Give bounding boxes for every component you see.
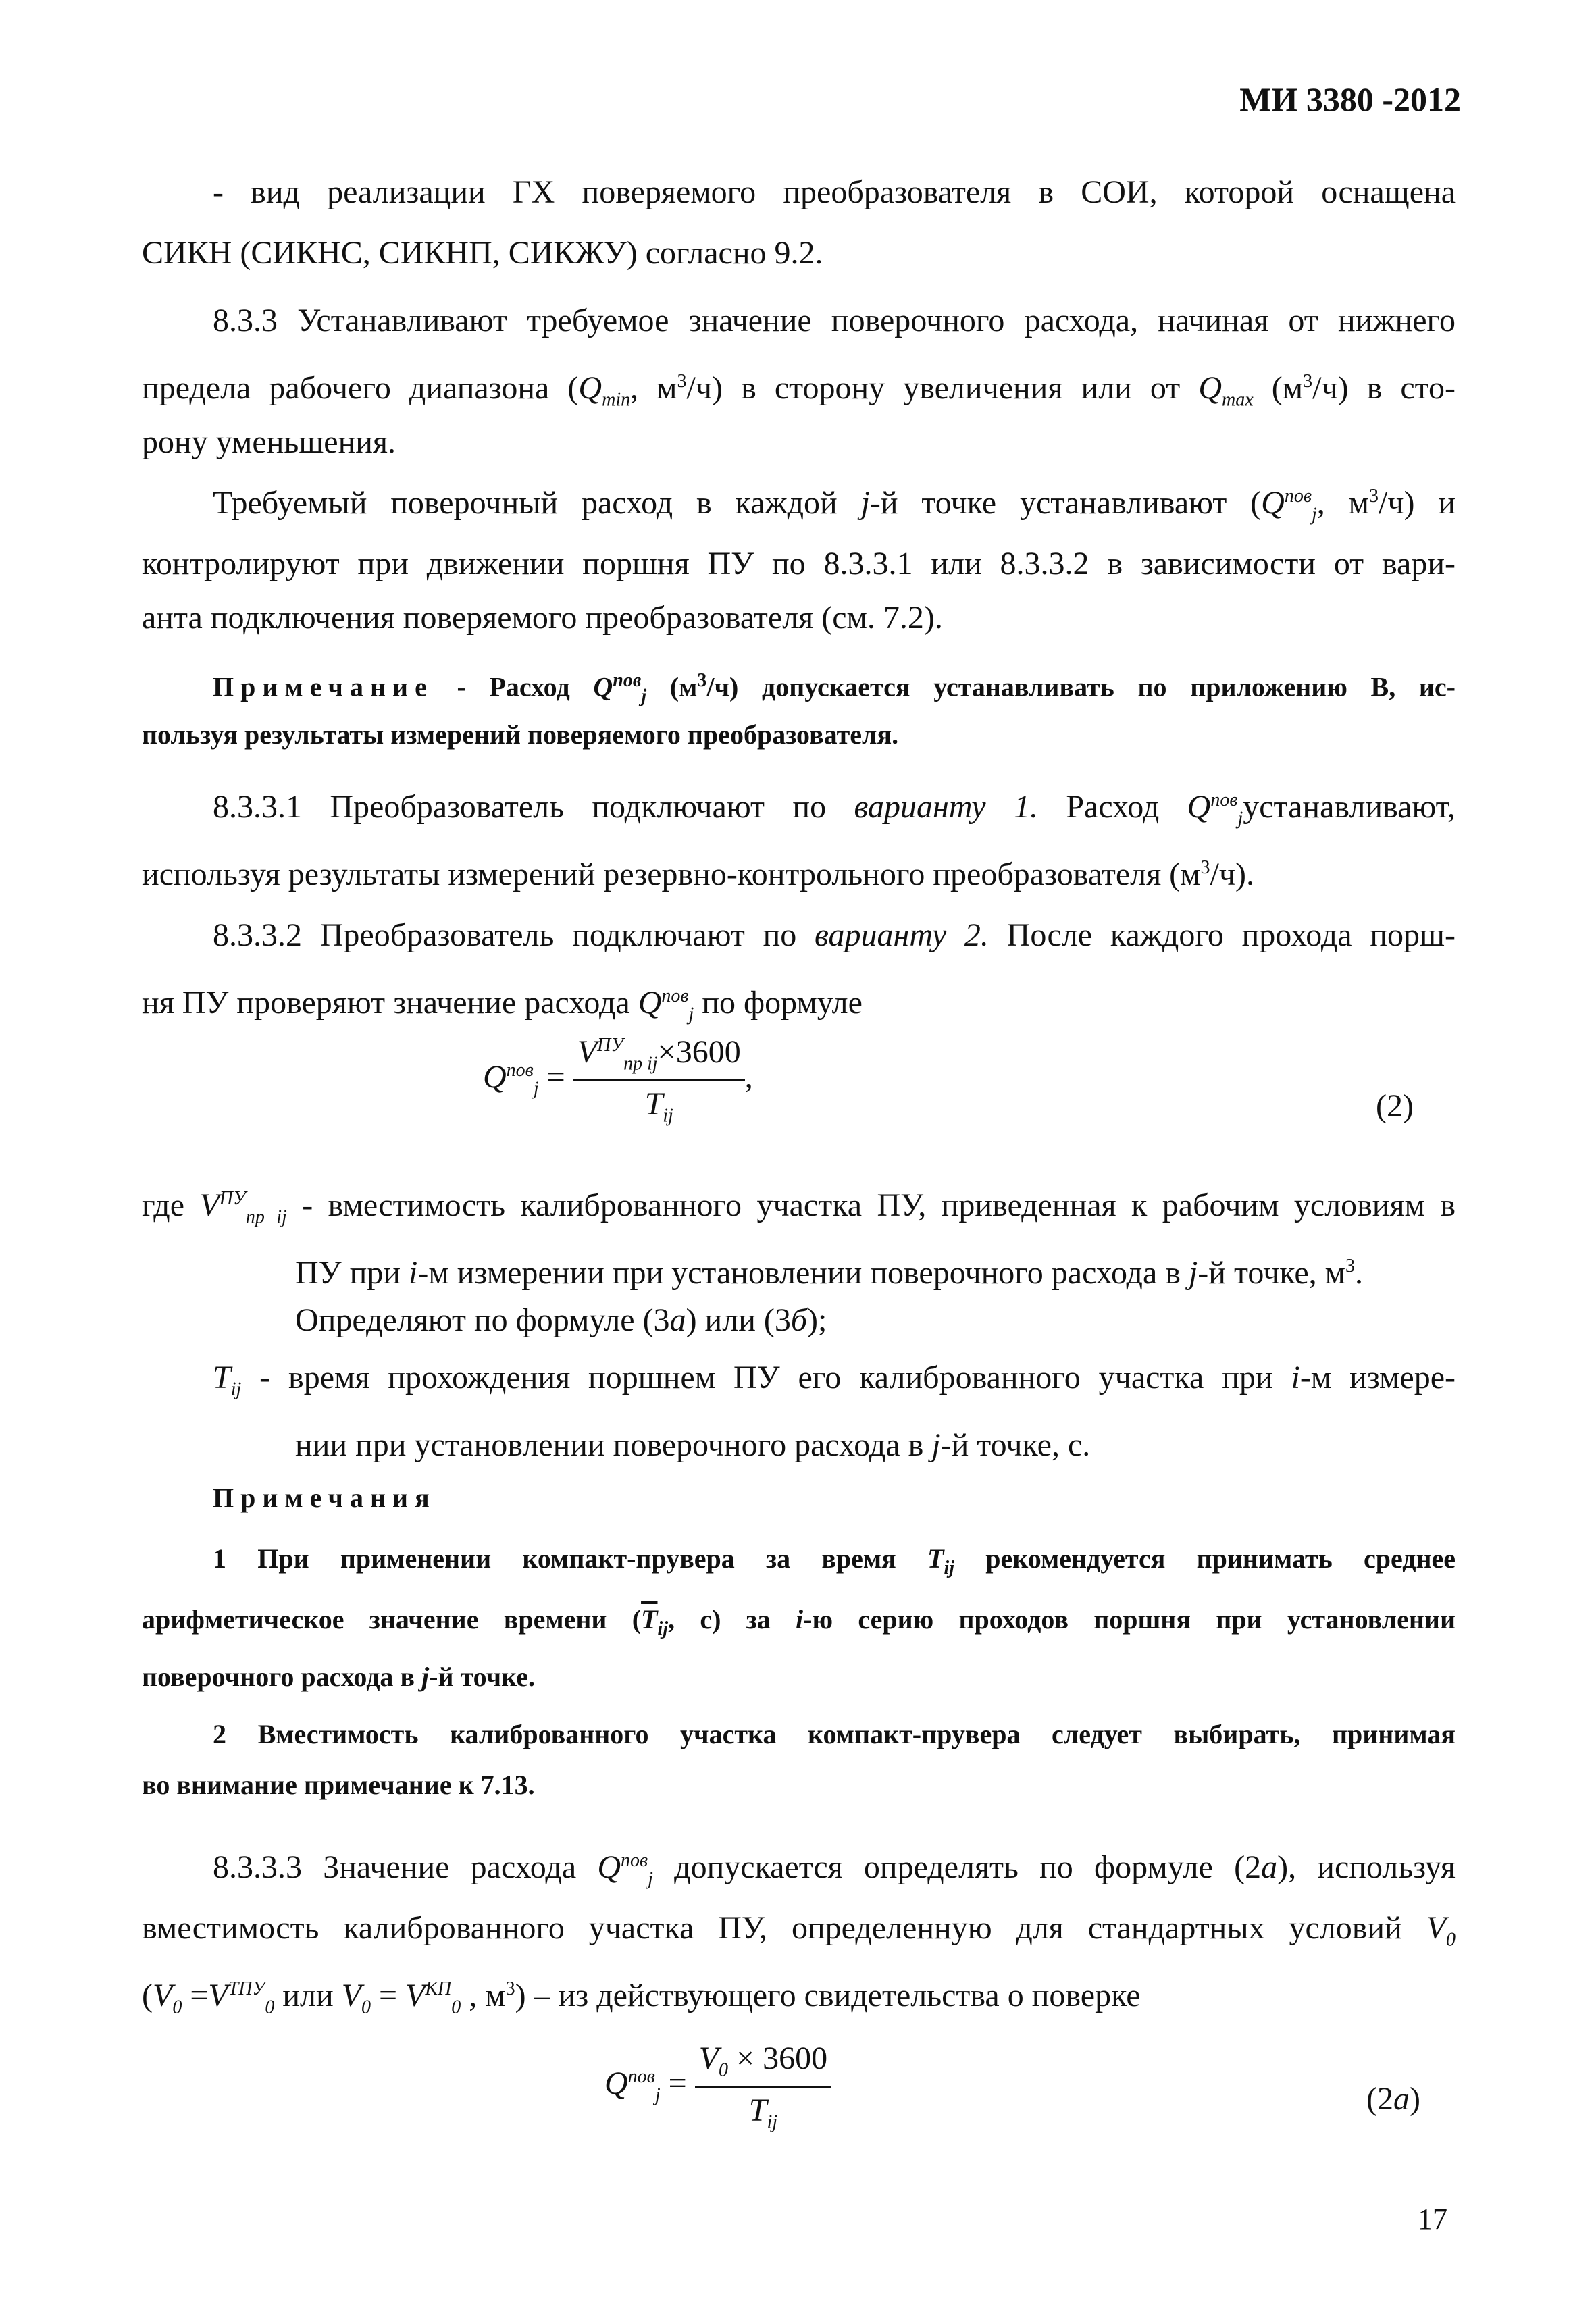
where-line: Определяют по формуле (3а) или (3б); (295, 1302, 827, 1338)
para-line: 8.3.3 Устанавливают требуемое значение поверочного расхода, начиная от нижнего (213, 303, 1456, 338)
formula-2-fraction: $\frac{V^{ПУ}_{пр ij}\times 3600}{T_{ij}}$ (573, 1033, 745, 1127)
para-line: 8.3.3.2 Преобразователь подключают по варианту 2. После каждого прохода порш- (213, 917, 1456, 953)
para-line: - вид реализации ГХ поверяемого преобразователя в СОИ, которой оснащена (213, 174, 1456, 210)
notes-title: Примечания (213, 1483, 436, 1513)
para-line: СИКН (СИКНС, СИКНП, СИКЖУ) согласно 9.2. (142, 235, 823, 271)
para-line: 8.3.3.3 Значение расхода $Q^{пов}_j$ допускается определять по формуле (2а), используя (213, 1849, 1456, 1890)
note-line: Примечание - Расход $Q^{пов}_j$ $(м^3/ч)$ допускается устанавливать по приложению В, ис- (213, 670, 1456, 707)
where-line: ПУ при i-м измерении при установлении поверочного расхода в j-й точке, $м^3$. (295, 1255, 1364, 1291)
para-line: контролируют при движении поршня ПУ по 8.3.3.1 или 8.3.3.2 в зависимости от вари- (142, 546, 1456, 582)
doc-code-header: МИ 3380 -2012 (1239, 80, 1461, 118)
where-line: нии при установлении поверочного расхода в j-й точке, с. (295, 1427, 1091, 1463)
where-line: $T_{ij}$ - время прохождения поршнем ПУ его калиброванного участка при i-м измере- (213, 1360, 1456, 1400)
note-line: пользуя результаты измерений поверяемого преобразователя. (142, 719, 899, 750)
page-number: 17 (1418, 2203, 1447, 2236)
para-line: рону уменьшения. (142, 424, 396, 460)
equation-number: (2а) (1366, 2081, 1420, 2117)
equation-number: (2) (1376, 1088, 1414, 1124)
para-line: предела рабочего диапазона ($Q_{min}$, $м^3/ч$) в сторону увеличения или от $Q_{max}$ $(м^3/ч)$ в сто- (142, 370, 1456, 411)
para-line: ня ПУ проверяют значение расхода $Q^{пов}_j$ по формуле (142, 985, 863, 1025)
para-line: анта подключения поверяемого преобразователя (см. 7.2). (142, 600, 943, 636)
para-line: 8.3.3.1 Преобразователь подключают по варианту 1. Расход $Q^{пов}_jустанавливают$, (213, 789, 1456, 829)
para-line: используя результаты измерений резервно-контрольного преобразователя $(м^3/ч)$. (142, 856, 1254, 892)
note-line: 2 Вместимость калиброванного участка компакт-прувера следует выбирать, принимая (213, 1719, 1456, 1749)
formula-2: $Q^{пов}_j$ = $\frac{V^{ПУ}_{пр ij}\times 3600}{T_{ij}}$ , (483, 1034, 753, 1127)
para-line: Требуемый поверочный расход в каждой j-й точке устанавливают ($Q^{пов}_j$, $м^3/ч$) и (213, 485, 1456, 525)
note-line: поверочного расхода в j-й точке. (142, 1662, 535, 1692)
where-line: где $V^{ПУ}_{пр ij}$ - вместимость калиброванного участка ПУ, приведенная к рабочим условиям в (142, 1187, 1456, 1228)
note-line: арифметическое значение времени ($\overline{T}_{ij}$, с) за i-ю серию проходов поршня при установлении (142, 1604, 1456, 1639)
note-line: во внимание примечание к 7.13. (142, 1770, 535, 1800)
note-line: 1 При применении компакт-прувера за время $T_{ij}$ рекомендуется принимать среднее (213, 1543, 1456, 1578)
para-line: вместимость калиброванного участка ПУ, определенную для стандартных условий $V_0$ (142, 1910, 1456, 1951)
para-line: ($V_0 =V^{ТПУ}_0$ или $V_0 = V^{КП}_0$ , $м^3$) – из действующего свидетельства о поверке (142, 1978, 1141, 2018)
formula-2a: $Q^{пов}_j$ = $\frac{V_0 \times 3600}{T_{ij}}$ (604, 2040, 831, 2133)
formula-2a-fraction: $\frac{V_0 \times 3600}{T_{ij}}$ (695, 2040, 831, 2133)
